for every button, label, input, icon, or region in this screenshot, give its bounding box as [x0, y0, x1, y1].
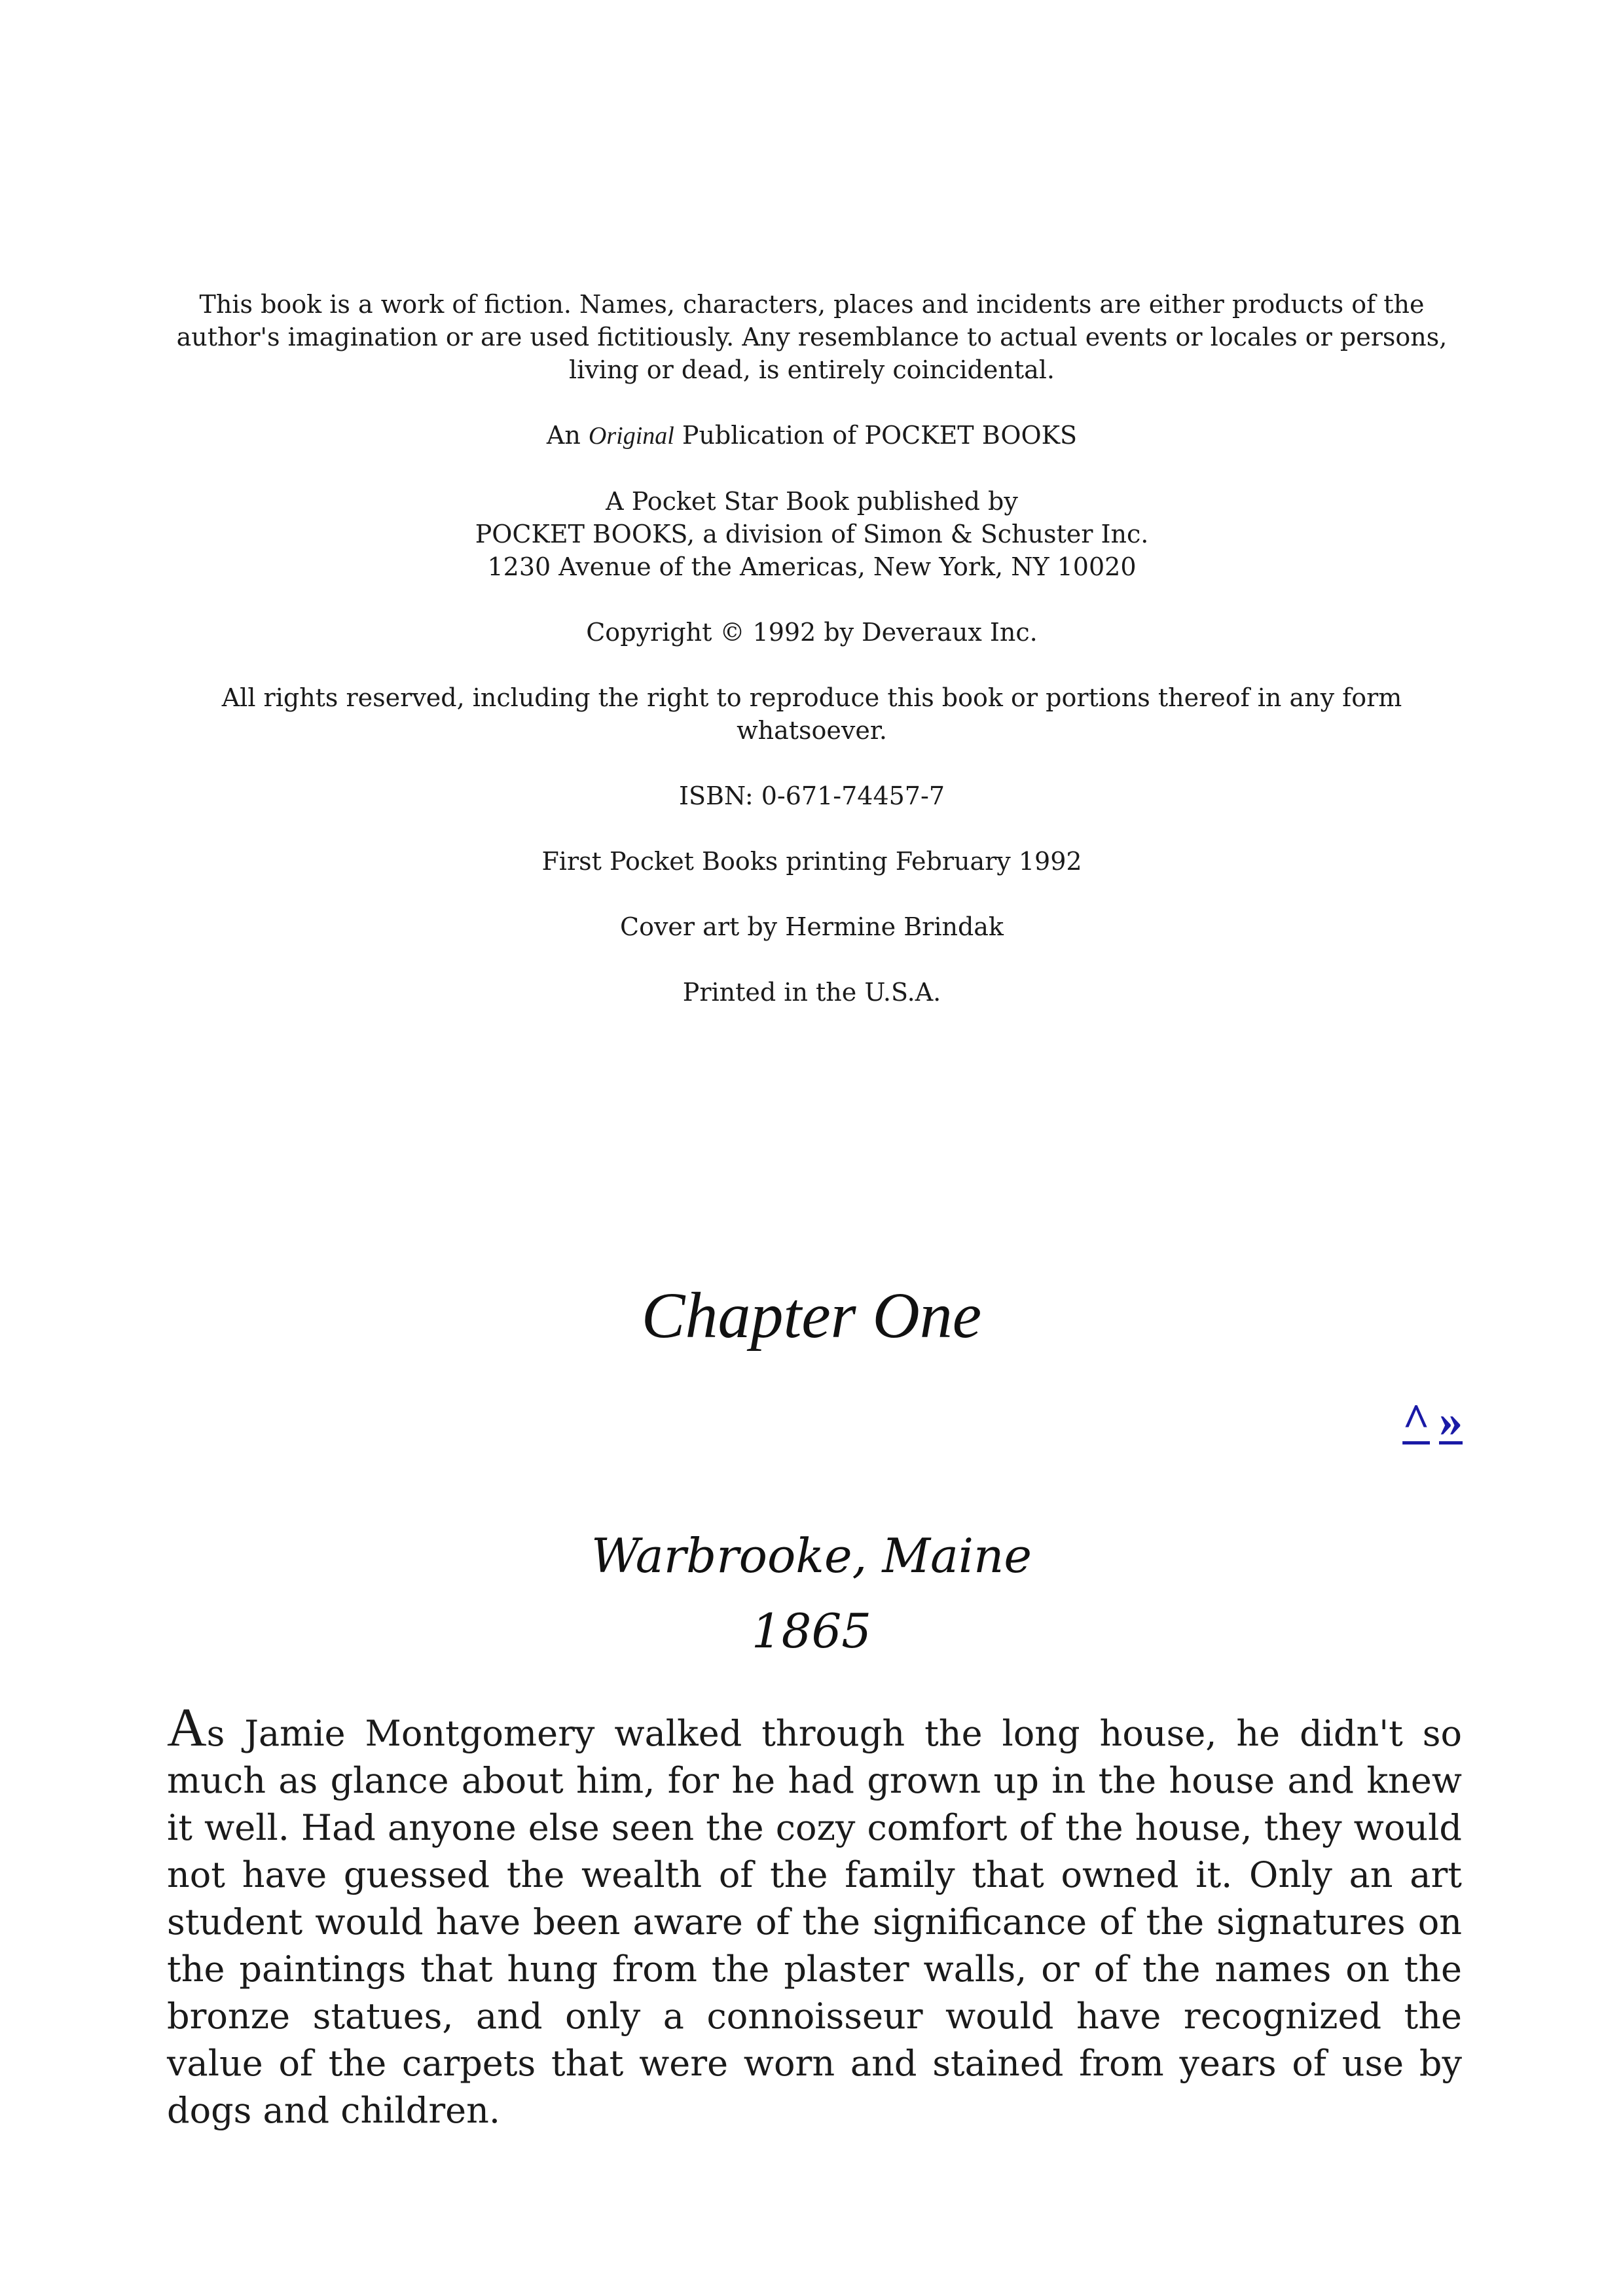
publisher-block [164, 485, 1460, 583]
chapter-title: Chapter One [641, 1279, 982, 1352]
publication-note [164, 419, 1460, 452]
nav-next-link[interactable]: » [1439, 1394, 1463, 1446]
chapter-nav [1393, 1391, 1463, 1450]
publication-emphasis: Original [588, 422, 674, 450]
opening-paragraph [167, 1697, 1462, 2134]
paragraph-text: s Jamie Montgomery walked through the long house, he didn't so much as glance about him, for he had grown up in the house and knew it well. Had anyone else seen the cozy comfort of the house, they would not have guessed the wealth of the family that owned it. Only an art student would have been aware of the significance of the signatures on the paintings that hung from the plaster walls, or of the names on the bronze statues, and only a connoisseur would have recognized the value of the carpets that were worn and stained from years of use by dogs and children. [167, 1713, 1462, 2131]
isbn: ISBN: 0-671-74457-7 [678, 781, 945, 810]
printed-in: Printed in the U.S.A. [682, 978, 941, 1007]
rights-notice: All rights reserved, including the right to reproduce this book or portions thereof in any form whatsoever. [221, 683, 1402, 745]
publication-prefix: An [546, 421, 589, 450]
printing-note: First Pocket Books printing February 1992 [541, 847, 1082, 876]
chapter-dateline [0, 1518, 1623, 1669]
cover-art-credit: Cover art by Hermine Brindak [620, 912, 1004, 941]
publisher-line: A Pocket Star Book published by [606, 487, 1018, 516]
publisher-line: POCKET BOOKS, a division of Simon & Schuster Inc. [475, 520, 1149, 548]
drop-cap: A [167, 1697, 207, 1758]
copyright-notice: Copyright © 1992 by Deveraux Inc. [586, 618, 1038, 647]
publisher-address: 1230 Avenue of the Americas, New York, NY 10020 [487, 552, 1137, 581]
dateline-year: 1865 [751, 1604, 872, 1659]
copyright-section [164, 288, 1460, 1009]
fiction-disclaimer: This book is a work of fiction. Names, characters, places and incidents are either products of the author's imagination or are used fictitiously. Any resemblance to actual events or locales or persons, living or dead, is entirely coincidental. [176, 290, 1448, 384]
dateline-place: Warbrooke, Maine [591, 1528, 1032, 1583]
publication-suffix: Publication of POCKET BOOKS [674, 421, 1078, 450]
nav-up-link[interactable]: ^ [1402, 1394, 1430, 1446]
